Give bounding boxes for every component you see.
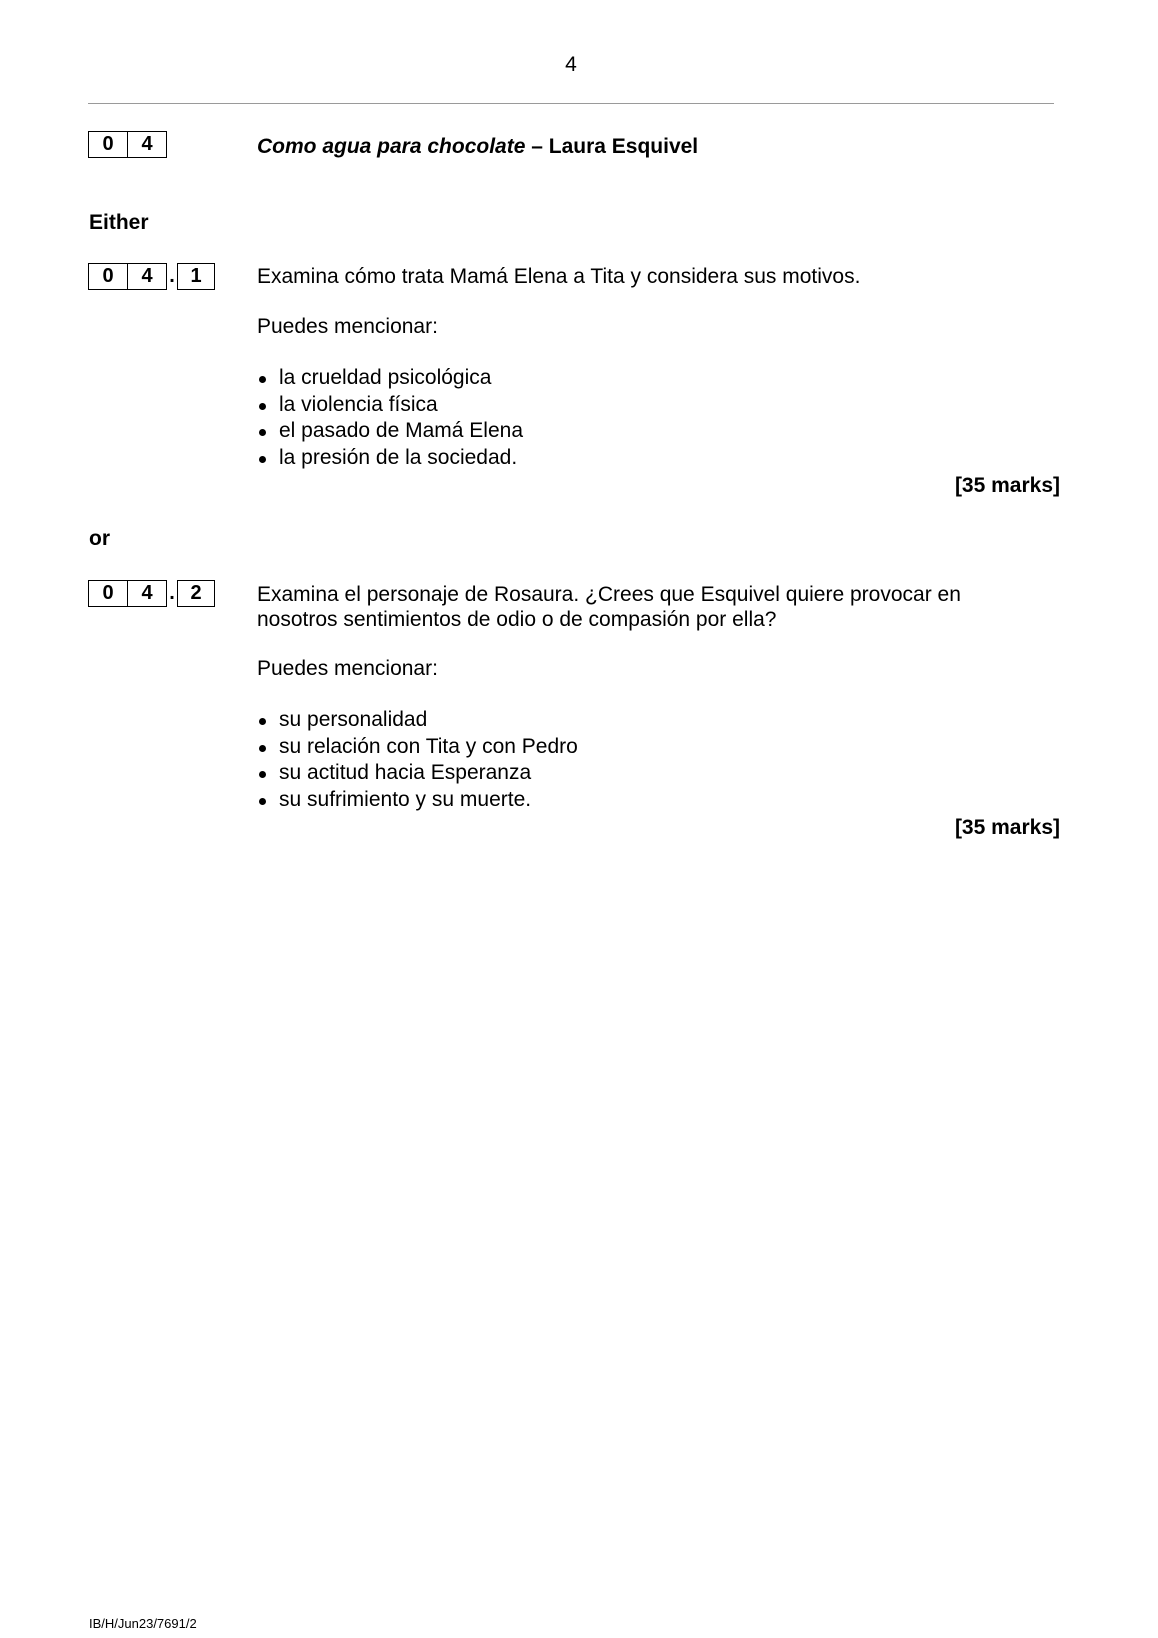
question-digit: 0 xyxy=(88,263,128,290)
book-title: Como agua para chocolate xyxy=(257,135,526,158)
book-author: – Laura Esquivel xyxy=(525,135,699,158)
question-sub-digit: 2 xyxy=(177,580,215,607)
list-item: la violencia física xyxy=(257,392,523,419)
section-digit: 4 xyxy=(128,131,167,158)
either-label: Either xyxy=(89,211,149,234)
decimal-point: . xyxy=(169,265,175,287)
section-number-box xyxy=(88,131,167,158)
decimal-point: . xyxy=(169,582,175,604)
footer-code: IB/H/Jun23/7691/2 xyxy=(89,1616,197,1631)
list-item: la crueldad psicológica xyxy=(257,365,523,392)
list-item: el pasado de Mamá Elena xyxy=(257,418,523,445)
marks-label: [35 marks] xyxy=(954,816,1060,839)
mention-label: Puedes mencionar: xyxy=(257,657,438,680)
question-sub-digit: 1 xyxy=(177,263,215,290)
list-item: la presión de la sociedad. xyxy=(257,445,523,472)
bullet-list xyxy=(257,365,523,471)
list-item: su actitud hacia Esperanza xyxy=(257,760,578,787)
question-number-box xyxy=(88,263,215,290)
list-item: su sufrimiento y su muerte. xyxy=(257,787,578,814)
bullet-list xyxy=(257,707,578,813)
question-digit: 4 xyxy=(128,580,167,607)
mention-label: Puedes mencionar: xyxy=(257,315,438,338)
question-text: Examina el personaje de Rosaura. ¿Crees que Esquivel quiere provocar en nosotros sentimientos de odio o de compasión por ella? xyxy=(257,583,961,631)
marks-label: [35 marks] xyxy=(954,474,1060,497)
question-text: Examina cómo trata Mamá Elena a Tita y considera sus motivos. xyxy=(257,265,861,288)
page-number: 4 xyxy=(565,53,577,76)
list-item: su relación con Tita y con Pedro xyxy=(257,734,578,761)
or-label: or xyxy=(89,527,110,550)
section-digit: 0 xyxy=(88,131,128,158)
list-item: su personalidad xyxy=(257,707,578,734)
header-divider xyxy=(88,103,1054,104)
question-digit: 0 xyxy=(88,580,128,607)
question-number-box xyxy=(88,580,215,607)
question-digit: 4 xyxy=(128,263,167,290)
section-title xyxy=(257,135,698,159)
